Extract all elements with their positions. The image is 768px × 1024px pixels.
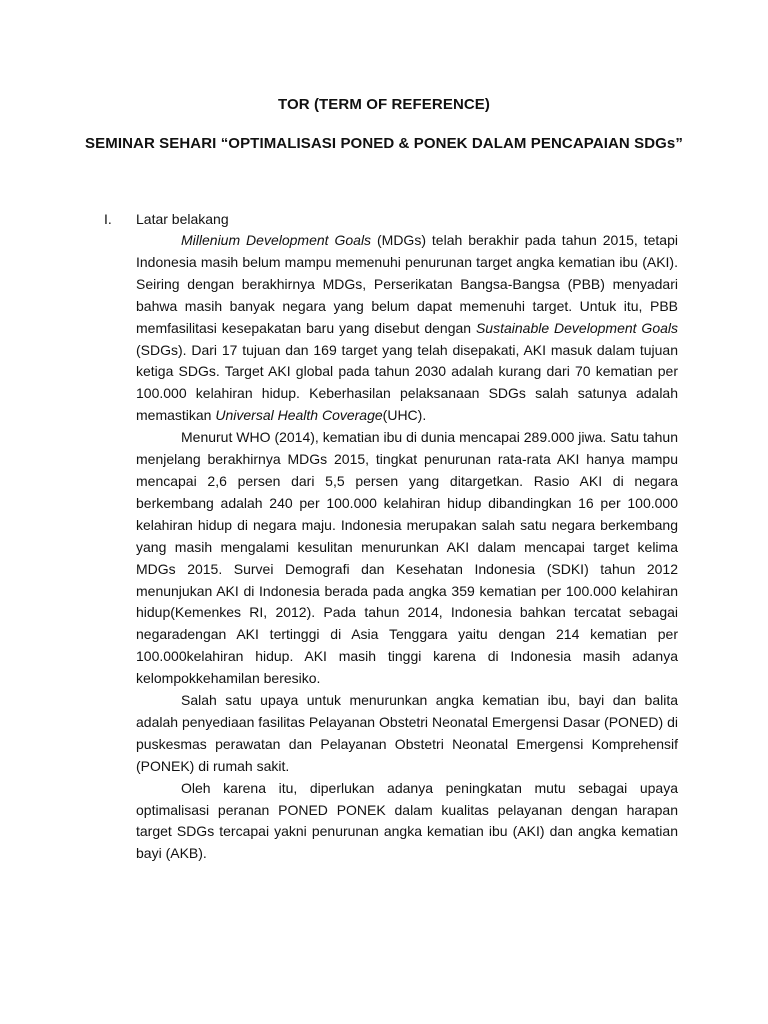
section-latar-belakang [104, 208, 678, 865]
paragraph-3: Salah satu upaya untuk menurunkan angka kematian ibu, bayi dan balita adalah penyediaan fasilitas Pelayanan Obstetri Neonatal Emergensi Dasar (PONED) di puskesmas perawatan dan Pelayanan Obstetri Neonatal Emergensi Komprehensif (PONEK) di rumah sakit. [136, 692, 678, 774]
paragraph-2: Menurut WHO (2014), kematian ibu di dunia mencapai 289.000 jiwa. Satu tahun menjelang berakhirnya MDGs 2015, tingkat penurunan rata-rata AKI hanya mampu mencapai 2,6 persen dari 5,5 persen yang ditargetkan. Rasio AKI di negara berkembang adalah 240 per 100.000 kelahiran hidup dibandingkan 16 per 100.000 kelahiran hidup di negara maju. Indonesia merupakan salah satu negara berkembang yang masih mengalami kesulitan menurunkan AKI dalam mencapai target kelima MDGs 2015. Survei Demografi dan Kesehatan Indonesia (SDKI) tahun 2012 menunjukan AKI di Indonesia berada pada angka 359 kematian per 100.000 kelahiran hidup(Kemenkes RI, 2012). Pada tahun 2014, Indonesia bahkan tercatat sebagai negaradengan AKI tertinggi di Asia Tenggara yaitu dengan 214 kematian per 100.000kelahiran hidup. AKI masih tinggi karena di Indonesia masih adanya kelompokkehamilan beresiko. [136, 429, 678, 687]
paragraph-4: Oleh karena itu, diperlukan adanya peningkatan mutu sebagai upaya optimalisasi peranan PONED PONEK dalam kualitas pelayanan dengan harapan target SDGs tercapai yakni penurunan angka kematian ibu (AKI) dan angka kematian bayi (AKB). [136, 779, 678, 862]
paragraph-1-italic-mdgs: Millenium Development Goals [181, 232, 372, 248]
document-subtitle: SEMINAR SEHARI “OPTIMALISASI PONED & PONEK DALAM PENCAPAIAN SDGs” [85, 135, 683, 152]
section-heading-label: Latar belakang [136, 211, 229, 227]
paragraph-1-italic-sdgs: Sustainable Development Goals [475, 319, 679, 336]
paragraph-1-text-a: (MDGs) telah berakhir pada tahun 2015, tetapi Indonesia masih belum mampu memenuhi penurunan target angka kematian ibu (AKI). Seiring dengan berakhirnya MDGs, Perserikatan Bangsa-Bangsa (PBB) menyadari bahwa masih banyak negara yang belum dapat memenuhi target. Untuk itu, PBB memfasilitasi kesepakatan baru yang disebut dengan [136, 232, 678, 336]
paragraph-1-text-c: (UHC). [382, 407, 427, 424]
section-body [136, 230, 678, 865]
paragraph-1 [136, 230, 678, 427]
paragraph-1-italic-uhc: Universal Health Coverage [215, 407, 383, 424]
section-number: I. [104, 211, 112, 227]
document-title: TOR (TERM OF REFERENCE) [277, 96, 491, 113]
paragraph-1-text-b: (SDGs). Dari 17 tujuan dan 169 target yang telah disepakati, AKI masuk dalam tujuan ketiga SDGs. Target AKI global pada tahun 2030 adalah kurang dari 70 kematian per 100.000 kelahiran hidup. Keberhasilan pelaksanaan SDGs salah satunya adalah memastikan [136, 341, 678, 424]
section-heading [104, 208, 678, 230]
